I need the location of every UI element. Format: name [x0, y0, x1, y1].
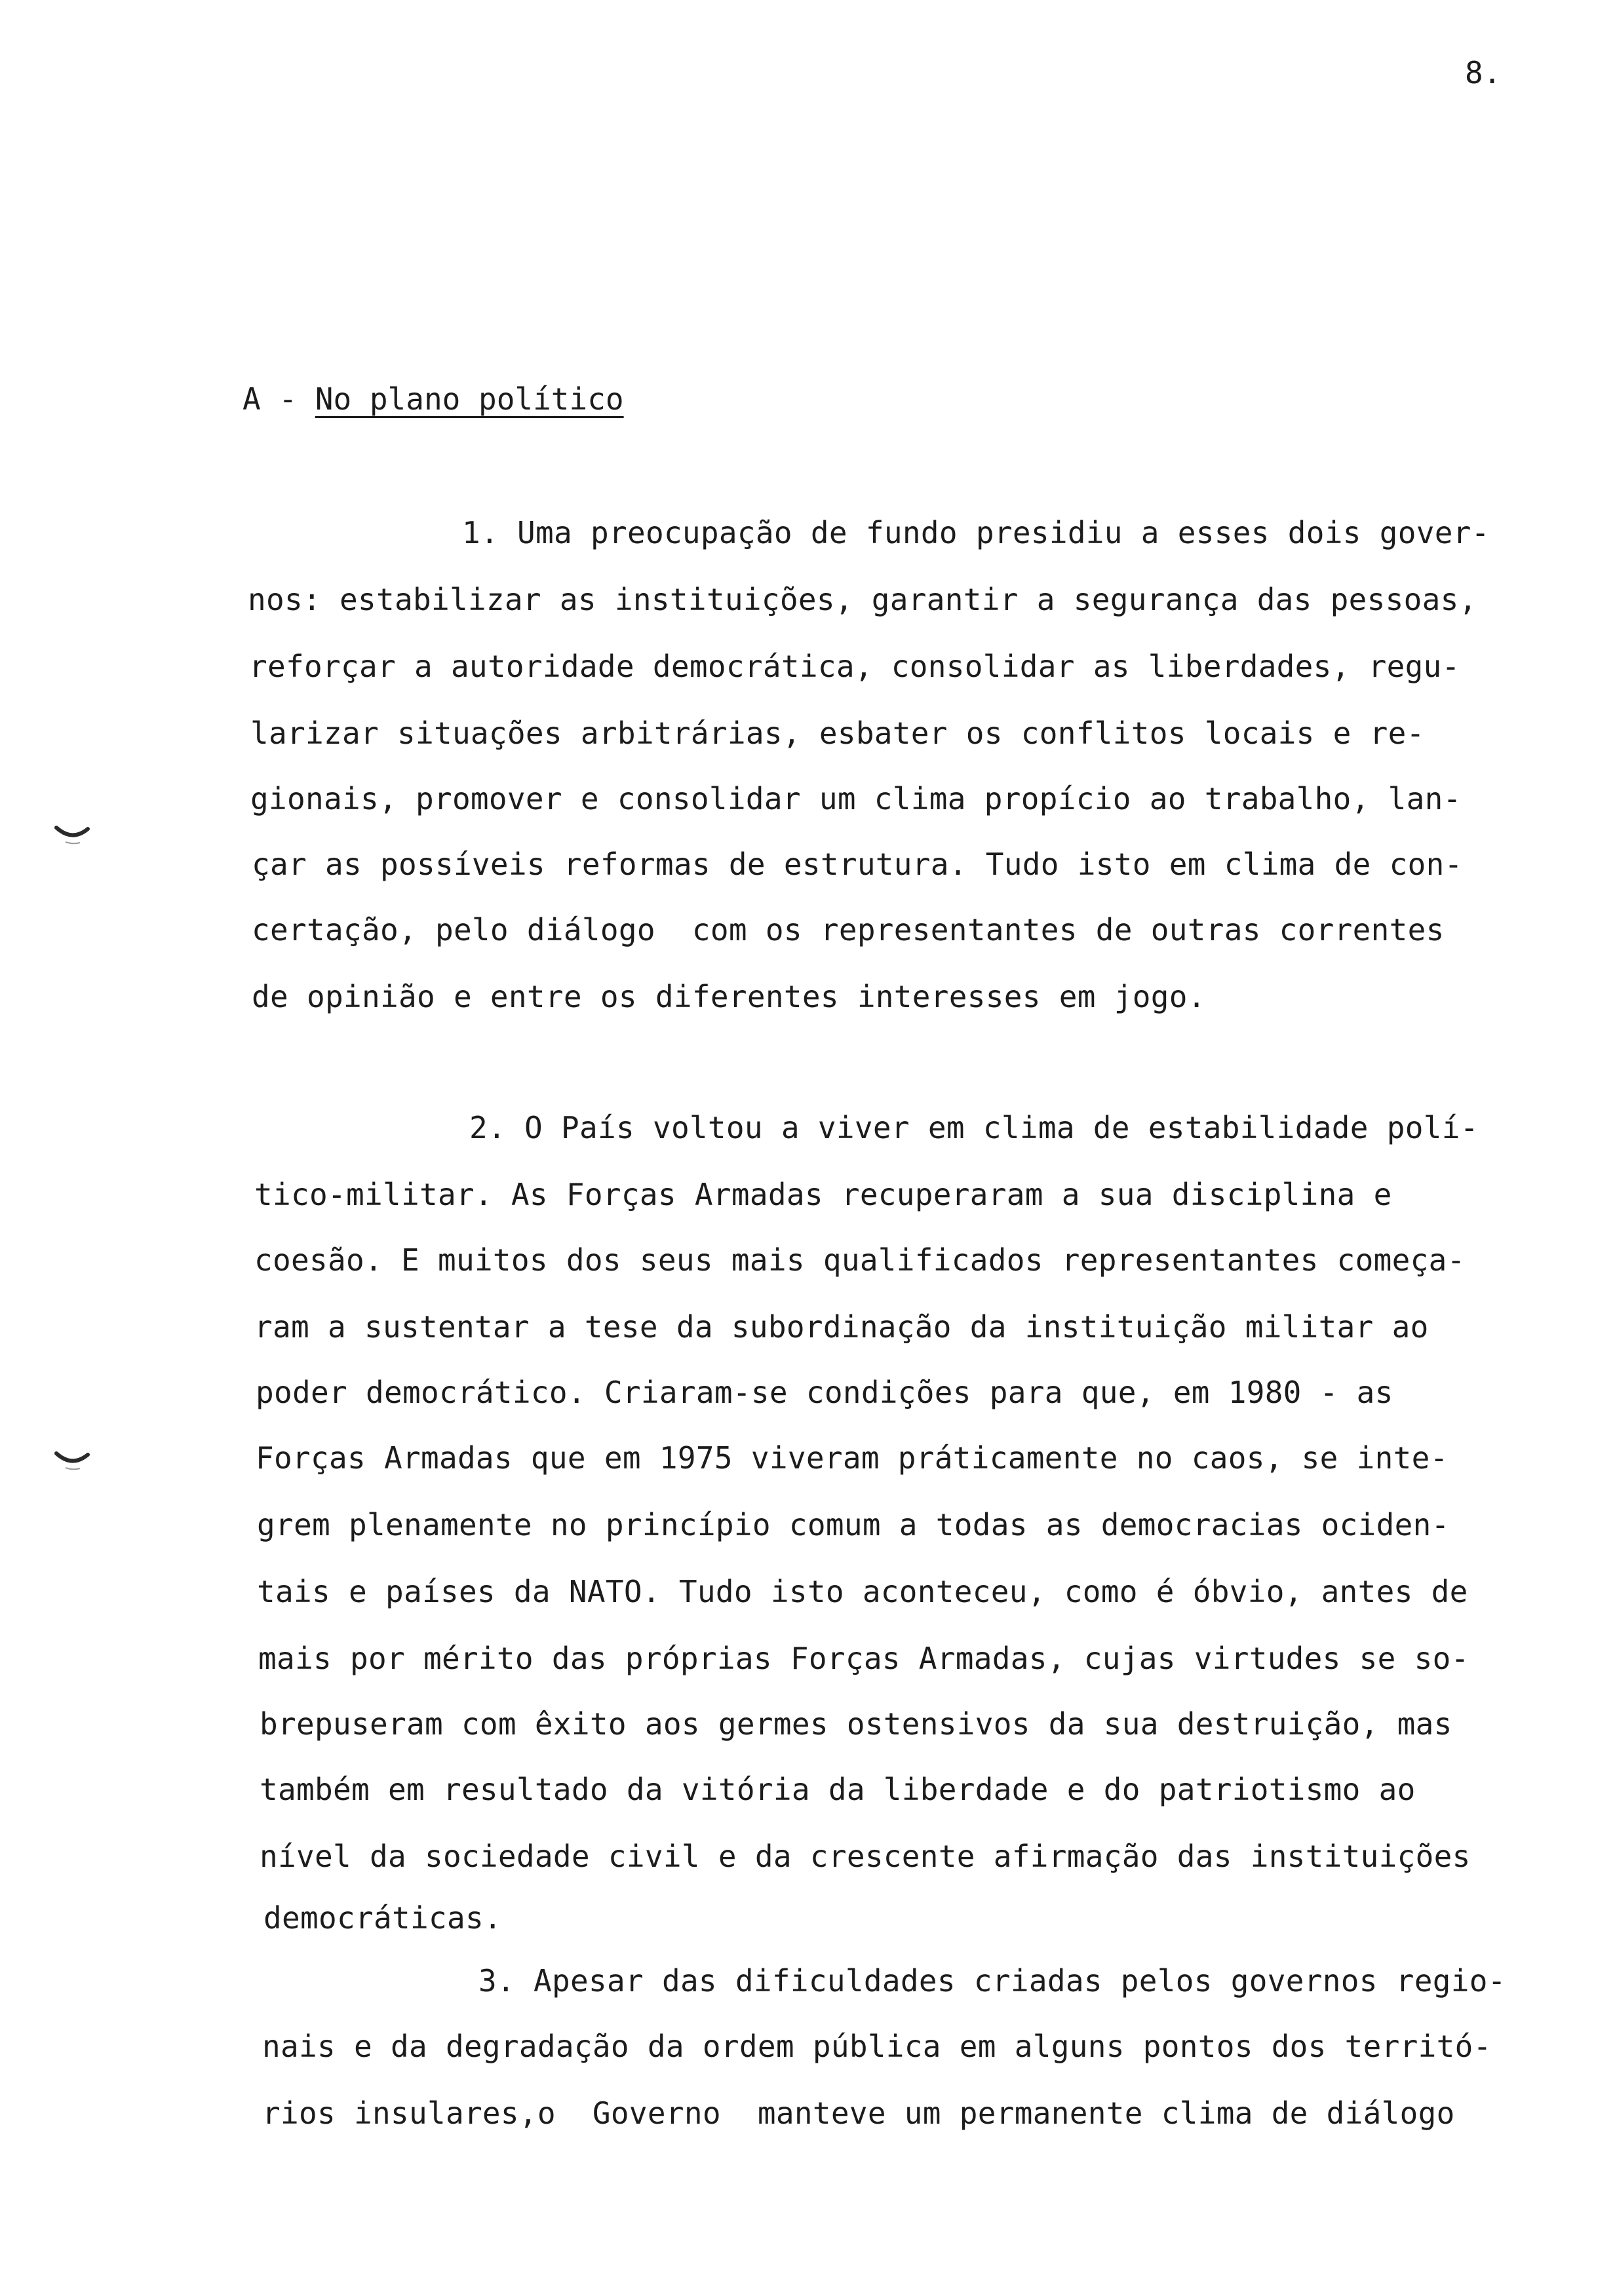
section-letter: A - [243, 381, 315, 417]
text-line: grem plenamente no princípio comum a todas as democracias ociden- [257, 1507, 1450, 1542]
text-line: nível da sociedade civil e da crescente afirmação das instituições [260, 1839, 1471, 1874]
text-line: 2. O País voltou a viver em clima de estabilidade polí- [469, 1110, 1479, 1145]
text-line: 1. Uma preocupação de fundo presidiu a esses dois gover- [462, 515, 1490, 550]
text-line: ram a sustentar a tese da subordinação da instituição militar ao [254, 1309, 1429, 1345]
section-heading [243, 381, 624, 417]
section-title: No plano político [315, 381, 624, 417]
text-line: 3. Apesar das dificuldades criadas pelos governos regio- [478, 1963, 1506, 1999]
text-line: Forças Armadas que em 1975 viveram práticamente no caos, se inte- [256, 1440, 1449, 1476]
text-line: çar as possíveis reformas de estrutura. Tudo isto em clima de con- [252, 847, 1463, 882]
text-line: democráticas. [263, 1900, 502, 1936]
text-line: rios insulares,o Governo manteve um permanente clima de diálogo [262, 2095, 1455, 2131]
page-number: 8. [1465, 55, 1502, 90]
text-line: também em resultado da vitória da liberdade e do patriotismo ao [260, 1772, 1416, 1807]
text-line: nos: estabilizar as instituições, garantir a segurança das pessoas, [248, 582, 1477, 617]
text-line: coesão. E muitos dos seus mais qualificados representantes começa- [254, 1242, 1466, 1278]
text-line: tico-militar. As Forças Armadas recuperaram a sua disciplina e [254, 1177, 1392, 1212]
text-line: certação, pelo diálogo com os representantes de outras correntes [252, 912, 1445, 947]
punch-hole-mark-icon [54, 1448, 90, 1474]
text-line: mais por mérito das próprias Forças Armadas, cujas virtudes se so- [258, 1641, 1469, 1676]
punch-hole-mark-icon [54, 822, 90, 849]
text-line: larizar situações arbitrárias, esbater os conflitos locais e re- [250, 716, 1425, 751]
text-line: nais e da degradação da ordem pública em alguns pontos dos territó- [262, 2029, 1492, 2064]
text-line: tais e países da NATO. Tudo isto aconteceu, como é óbvio, antes de [257, 1574, 1468, 1609]
text-line: brepuseram com êxito aos germes ostensivos da sua destruição, mas [260, 1706, 1452, 1742]
text-line: gionais, promover e consolidar um clima propício ao trabalho, lan- [250, 781, 1462, 816]
text-line: de opinião e entre os diferentes interesses em jogo. [252, 979, 1206, 1014]
text-line: reforçar a autoridade democrática, consolidar as liberdades, regu- [249, 649, 1460, 684]
text-line: poder democrático. Criaram-se condições para que, em 1980 - as [256, 1375, 1393, 1410]
